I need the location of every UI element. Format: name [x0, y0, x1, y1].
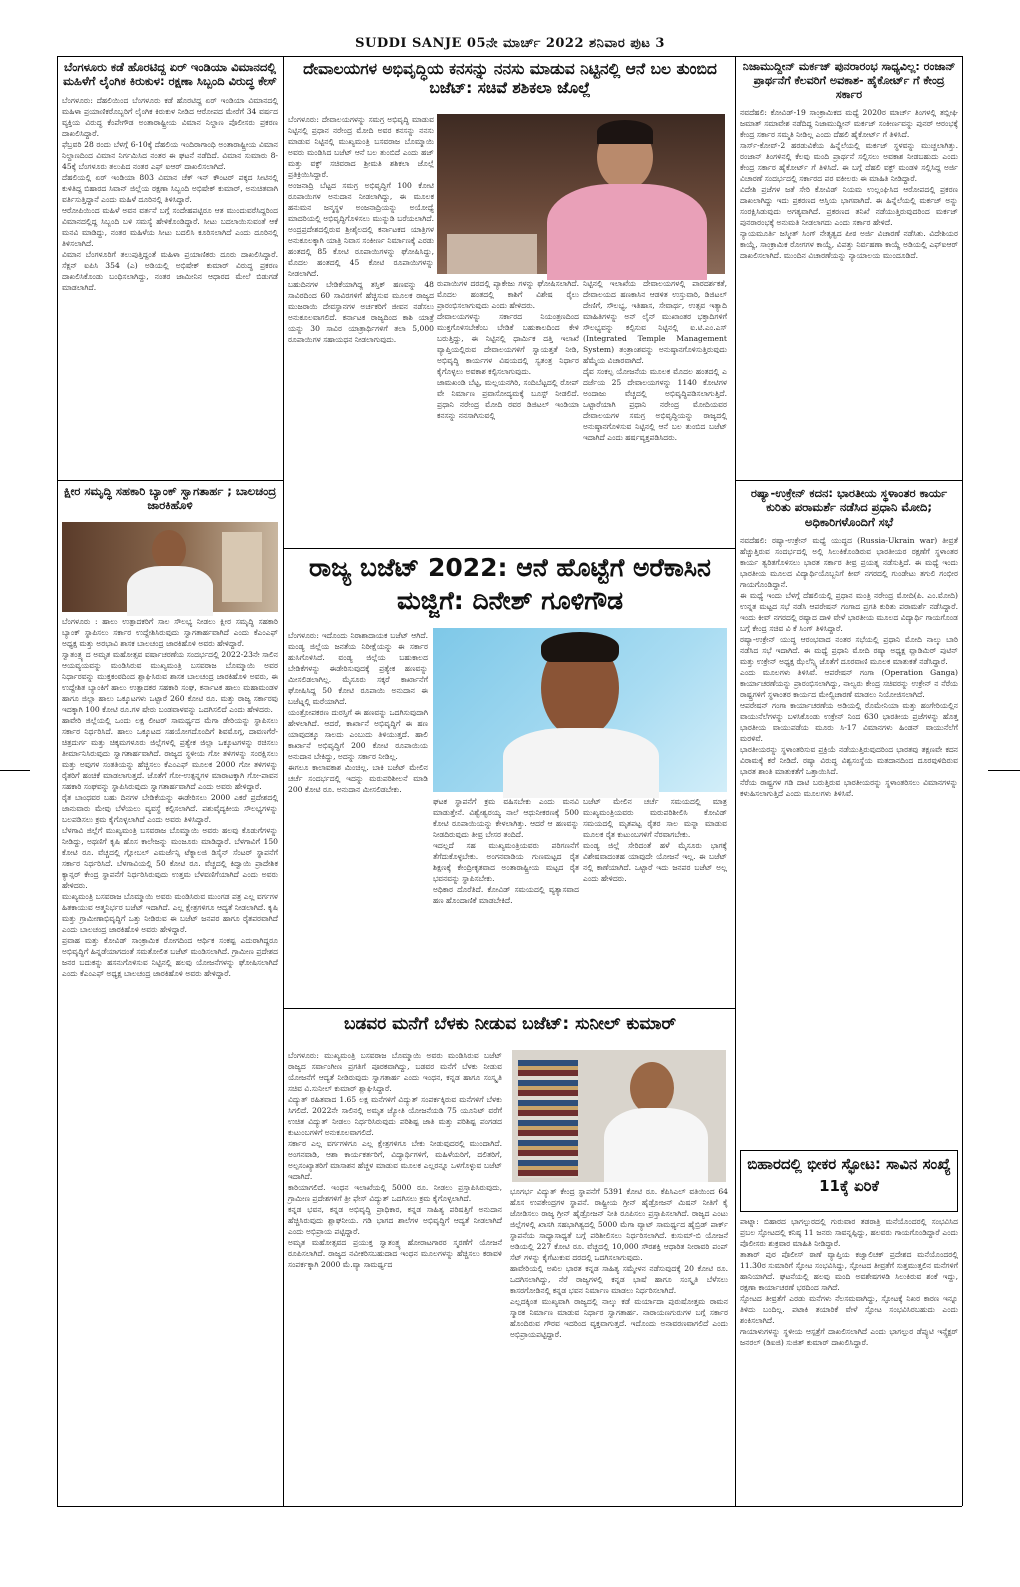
article-nizamuddin-markaz	[740, 60, 958, 480]
article-bihar-blast-body	[740, 1216, 958, 1502]
section-rule	[735, 480, 962, 481]
photo-shashikala-jolle	[437, 114, 725, 274]
headline: ಬಿಹಾರದಲ್ಲಿ ಭೀಕರ ಸ್ಫೋಟ: ಸಾವಿನ ಸಂಖ್ಯೆ 11ಕ್ಕೆ ಏರಿಕೆ	[747, 1155, 951, 1195]
article-dinesh-col-b	[433, 796, 579, 1000]
article-body: ನವದೆಹಲಿ: ರಷ್ಯಾ-ಉಕ್ರೇನ್ ಮಧ್ಯೆ ಯುದ್ಧದ (Russia-Ukrain war) ತೀವ್ರತೆ ಹೆಚ್ಚುತ್ತಿರುವ ಸಂದರ್ಭದಲ್ಲಿ ಅಲ್ಲಿ ಸಿಲುಕಿಕೊಂಡಿರುವ ಭಾರತೀಯರ ರಕ್ಷಣೆಗೆ ಸ್ಥಳಾಂತರ ಕಾರ್ಯ ತ್ವರಿತಗೊಳಿಸಲು ಭಾರತ ಸರ್ಕಾರ ತೀವ್ರ ಪ್ರಯತ್ನ ನಡೆಸುತ್ತಿದೆ. ಈ ಮಧ್ಯೆ ಇಂದು ಭಾರತೀಯ ಮೂಲದ ವಿದ್ಯಾರ್ಥಿಯೊಬ್ಬನಿಗೆ ಕೀವ್ ನಗರದಲ್ಲಿ ಗುಂಡೇಟು ತಗುಲಿ ಗಂಭೀರ ಗಾಯಗೊಂಡಿದ್ದಾನೆ. ಈ ಮಧ್ಯೆ ಇಂದು ಬೆಳಗ್ಗೆ ದೆಹಲಿಯಲ್ಲಿ ಪ್ರಧಾನ ಮಂತ್ರಿ ನರೇಂದ್ರ ಮೋದಿ(ಪಿ. ಎಂ.ಮೋದಿ) ಉನ್ನತ ಮಟ್ಟದ ಸಭೆ ನಡೆಸಿ ಆಪರೇಷನ್ ಗಂಗಾದ ಪ್ರಗತಿ ಕುರಿತು ಪರಾಮರ್ಶೆ ನಡೆಸಿದ್ದಾರೆ. ಇಂದು ಕೀವ್ ನಗರದಲ್ಲಿ ರಷ್ಯಾದ ದಾಳಿ ವೇಳೆ ಭಾರತೀಯ ಮೂಲದ ವಿದ್ಯಾರ್ಥಿ ಗಾಯಗೊಂಡ ಬಗ್ಗೆ ಕೇಂದ್ರ ಸಚಿವ ವಿ ಕೆ ಸಿಂಗ್ ತಿಳಿಸಿದ್ದಾರೆ. ರಷ್ಯಾ-ಉಕ್ರೇನ್ ಯುದ್ಧ ಆರಂಭವಾದ ನಂತರ ಸಭೆಯಲ್ಲಿ ಪ್ರಧಾನಿ ಮೋದಿ ನಾಲ್ಕು ಬಾರಿ ನಡೆಸಿದ ಸಭೆ ಇದಾಗಿದೆ. ಈ ಮಧ್ಯೆ ಪ್ರಧಾನಿ ಮೋದಿ ರಷ್ಯಾ ಅಧ್ಯಕ್ಷ ವ್ಲಾಡಿಮಿರ್ ಪುಟಿನ್ ಮತ್ತು ಉಕ್ರೇನ್ ಅಧ್ಯಕ್ಷ ಝೆಲೆನ್ಸ್ಕಿ ಜೊತೆಗೆ ದೂರವಾಣಿ ಮೂಲಕ ಮಾತುಕತೆ ನಡೆಸಿದ್ದಾರೆ. ಎಂದು ಮೂಲಗಳು ತಿಳಿಸಿವೆ. ಆಪರೇಷನ್ ಗಂಗಾ (Operation Ganga) ಕಾರ್ಯಾಚರಣೆಯನ್ನು ಪ್ರಾರಂಭಿಸಲಾಗಿದ್ದು, ನಾಲ್ವರು ಕೇಂದ್ರ ಸಚಿವರನ್ನು ಉಕ್ರೇನ್ ನ ನೆರೆಯ ರಾಷ್ಟ್ರಗಳಿಗೆ ಸ್ಥಳಾಂತರ ಕಾರ್ಯದ ಮೇಲ್ವಿಚಾರಣೆ ಮಾಡಲು ನಿಯೋಜಿಸಲಾಗಿದೆ. ಆಪರೇಷನ್ ಗಂಗಾ ಕಾರ್ಯಾಚರಣೆಯ ಅಡಿಯಲ್ಲಿ ರೊಮೇನಿಯಾ ಮತ್ತು ಹಂಗೇರಿಯಲ್ಲಿನ ವಾಯುನೆಲೆಗಳನ್ನು ಬಳಸಿಕೊಂಡು ಉಕ್ರೇನ್ ನಿಂದ 630 ಭಾರತೀಯ ಪ್ರಜೆಗಳನ್ನು ಹೊತ್ತ ಭಾರತೀಯ ವಾಯುಪಡೆಯ ಮೂರು ಸಿ-17 ವಿಮಾನಗಳು ಹಿಂಡನ್ ವಾಯುನೆಲೆಗೆ ಮರಳಿವೆ. ಭಾರತೀಯರನ್ನು ಸ್ಥಳಾಂತರಿಸುವ ಪ್ರಕ್ರಿಯೆ ನಡೆಯುತ್ತಿರುವುದರಿಂದ ಭಾರತವು ತಕ್ಷಣವೇ ಕದನ ವಿರಾಮಕ್ಕೆ ಕರೆ ನೀಡಿದೆ. ರಷ್ಯಾ ವಿರುದ್ಧ ವಿಶ್ವಸಂಸ್ಥೆಯ ಮತದಾನದಿಂದ ದೂರವುಳಿದಿರುವ ಭಾರತ ಶಾಂತಿ ಮಾತುಕತೆಗೆ ಒತ್ತಾಯಿಸಿದೆ. ನೆರೆಯ ರಾಷ್ಟ್ರಗಳ ಗಡಿ ದಾಟಿ ಬರುತ್ತಿರುವ ಭಾರತೀಯರನ್ನು ಸ್ಥಳಾಂತರಿಸಲು ವಿಮಾನಗಳನ್ನು ಕಳುಹಿಸಲಾಗುತ್ತಿದೆ ಎಂದು ಮೂಲಗಳು ತಿಳಿಸಿವೆ.	[740, 536, 958, 799]
article-sunil-kumar	[288, 1014, 732, 1048]
article-temples-col-b	[437, 278, 579, 544]
article-kshira-bank-body	[62, 616, 278, 1504]
headline: ದೇವಾಲಯಗಳ ಅಭಿವೃದ್ಧಿಯ ಕನಸನ್ನು ನನಸು ಮಾಡುವ ನಿಟ್ಟಿನಲ್ಲಿ ಆನೆ ಬಲ ತುಂಬಿದ ಬಜೆಟ್: ಸಚಿವೆ ಶಶಿಕಲಾ ಜೊಲ್ಲೆ	[303, 60, 717, 98]
headline: ರಾಜ್ಯ ಬಜೆಟ್ 2022: ಆನೆ ಹೊಟ್ಟೆಗೆ ಅರೆಕಾಸಿನ ಮಜ್ಜಿಗೆ: ದಿನೇಶ್ ಗೂಳಿಗೌಡ	[309, 553, 711, 615]
photo-sunil-kumar	[512, 1050, 726, 1182]
masthead: SUDDI SANJE 05ನೇ ಮಾರ್ಚ್ 2022 ಶನಿವಾರ ಪುಟ 3	[355, 36, 665, 51]
article-body: ಬೆಂಗಳೂರು: ಇದೊಂದು ನಿರಾಶಾದಾಯಕ ಬಜೆಟ್ ಆಗಿದೆ. ಮಂಡ್ಯ ಜಿಲ್ಲೆಯ ಜನತೆಯ ನಿರೀಕ್ಷೆಯನ್ನು ಈ ಸರ್ಕಾರ ಹುಸಿಗೊಳಿಸಿದೆ. ವಂಡ್ಯ ಜಿಲ್ಲೆಯ ಬಹುಕಾಲದ ಬೇಡಿಕೆಗಳನ್ನು ಈಡೇರಿಸುವುದಕ್ಕೆ ಪ್ರತ್ಯೇಕ ಹಣವನ್ನು ಮೀಸಲಿಡಲಾಗಿಲ್ಲ. ಮೈಸೂರು ಸಕ್ಕರೆ ಕಾರ್ಖಾನೆಗೆ ಘೋಷಿಸಿದ್ದ 50 ಕೋಟಿ ರೂಪಾಯಿ ಅನುದಾನ ಈ ಬಜೆಟ್ನಲ್ಲಿ ಮರೆಯಾಗಿದೆ. ಯಂತ್ರೋಪಕರಣ ದುರಸ್ತಿಗೆ ಈ ಹಣವನ್ನು ಒದಗಿಸುವುದಾಗಿ ಹೇಳಲಾಗಿದೆ. ಆದರೆ, ಕಾರ್ಖಾನೆ ಅಭಿವೃದ್ಧಿಗೆ ಈ ಹಣ ಯಾವುದಕ್ಕೂ ಸಾಲದು ಎಂಬುದು ತಿಳಿಯುತ್ತದೆ. ಹಾಲಿ ಕಾರ್ಖಾನೆ ಅಭಿವೃದ್ಧಿಗೆ 200 ಕೋಟಿ ರೂಪಾಯಿಯ ಅನುದಾನ ಬೇಕಿದ್ದು, ಅದನ್ನು ಸರ್ಕಾರ ನೀಡಿಲ್ಲ. ಈಗಲೂ ಕಾಲಾವಕಾಶ ಮಿಂಚಿಲ್ಲ. ಬಾಕಿ ಬಜೆಟ್ ಮೇಲಿನ ಚರ್ಚೆ ಸಂದರ್ಭದಲ್ಲಿ ಇದನ್ನು ಮರುಪರಿಶೀಲನೆ ಮಾಡಿ 200 ಕೋಟಿ ರೂ. ಅನುದಾನ ಮೀಸಲಿಡಬೇಕು.	[288, 631, 428, 794]
article-temples-col-a	[288, 114, 434, 544]
article-dinesh-col-c	[583, 796, 727, 1000]
page-edge-mark	[0, 770, 30, 771]
article-kshira-bank	[62, 484, 278, 520]
article-body: ನವದೆಹಲಿ: ಕೋವಿಡ್-19 ಸಾಂಕ್ರಾಮಿಕದ ಮಧ್ಯೆ 2020ರ ಮಾರ್ಚ್ ತಿಂಗಳಲ್ಲಿ ತಬ್ಲೀಘಿ ಜಮಾತ್ ಸಮಾವೇಶ ನಡೆದಿದ್ದ ನಿಜಾಮುದ್ದೀನ್ ಮರ್ಕಜ್ ಸಂಕೀರ್ಣವನ್ನು ಪುನರ್ ಆರಂಭಕ್ಕೆ ಕೇಂದ್ರ ಸರ್ಕಾರ ಸಮ್ಮತಿ ನೀಡಿಲ್ಲ ಎಂದು ದೆಹಲಿ ಹೈಕೋರ್ಟ್ ಗೆ ತಿಳಿಸಿದೆ. ಸಾರ್ಸ್-ಕೋವ್-2 ಹರಡುವಿಕೆಯ ಹಿನ್ನೆಲೆಯಲ್ಲಿ ಮರ್ಕಜ್ ಸ್ಥಳವನ್ನು ಮುಚ್ಚಲಾಗಿತ್ತು. ರಂಜಾನ್ ತಿಂಗಳಿನಲ್ಲಿ ಕೆಲವು ಮಂದಿ ಪ್ರಾರ್ಥನೆ ಸಲ್ಲಿಸಲು ಅವಕಾಶ ನೀಡಬಹುದು ಎಂದು ಕೇಂದ್ರ ಸರ್ಕಾರ ಹೈಕೋರ್ಟ್ ಗೆ ತಿಳಿಸಿದೆ. ಈ ಬಗ್ಗೆ ದೆಹಲಿ ವಕ್ಫ್ ಮಂಡಳಿ ಸಲ್ಲಿಸಿದ್ದ ಅರ್ಜಿ ವಿಚಾರಣೆ ಸಂದರ್ಭದಲ್ಲಿ ಸರ್ಕಾರದ ಪರ ವಕೀಲರು ಈ ಮಾಹಿತಿ ನೀಡಿದ್ದಾರೆ. ವಿದೇಶಿ ಪ್ರಜೆಗಳ ಜತೆ ಸೇರಿ ಕೋವಿಡ್ ನಿಯಮ ಉಲ್ಲಂಘಿಸಿದ ಆರೋಪದಲ್ಲಿ ಪ್ರಕರಣ ದಾಖಲಾಗಿದ್ದು ಇದು ಪ್ರಕರಣದ ಆಸ್ತಿಯ ಭಾಗವಾಗಿದೆ. ಈ ಹಿನ್ನೆಲೆಯಲ್ಲಿ ಮರ್ಕಜ್ ಅನ್ನು ಸಂರಕ್ಷಿಸಿಡುವುದು ಅಗತ್ಯವಾಗಿದೆ. ಪ್ರಕರಣದ ತನಿಖೆ ನಡೆಯುತ್ತಿರುವುದರಿಂದ ಮರ್ಕಜ್ ಪುನರಾರಂಭಕ್ಕೆ ಅನುಮತಿ ನೀಡಲಾಗದು ಎಂದು ಸರ್ಕಾರ ಹೇಳಿದೆ. ನ್ಯಾಯಮೂರ್ತಿ ಜಸ್ಮೀತ್ ಸಿಂಗ್ ನೇತೃತ್ವದ ಪೀಠ ಅರ್ಜಿ ವಿಚಾರಣೆ ನಡೆಸಿತು. ವಿದೇಶಿಯರ ಕಾಯ್ದೆ, ಸಾಂಕ್ರಾಮಿಕ ರೋಗಗಳ ಕಾಯ್ದೆ, ವಿಪತ್ತು ನಿರ್ವಹಣಾ ಕಾಯ್ದೆ ಅಡಿಯಲ್ಲಿ ಎಫ್ಐಆರ್ ದಾಖಲಿಸಲಾಗಿದೆ. ಮುಂದಿನ ವಿಚಾರಣೆಯನ್ನು ನ್ಯಾಯಾಲಯ ಮುಂದೂಡಿದೆ.	[740, 108, 958, 261]
headline: ಕ್ಷೀರ ಸಮೃದ್ಧಿ ಸಹಕಾರಿ ಬ್ಯಾಂಕ್ ಸ್ವಾಗತಾರ್ಹ ; ಬಾಲಚಂದ್ರ ಜಾರಕಿಹೊಳಿ	[63, 484, 277, 513]
column-rule	[735, 56, 736, 1506]
column-rule	[283, 56, 284, 1506]
section-rule	[283, 1008, 735, 1009]
article-bihar-blast	[744, 1154, 954, 1210]
page-edge-mark	[988, 770, 1020, 771]
article-body: ಪಾಟ್ನಾ: ಬಿಹಾರದ ಭಾಗಲ್ಪುರದಲ್ಲಿ ಗುರುವಾರ ತಡರಾತ್ರಿ ಮನೆಯೊಂದರಲ್ಲಿ ಸಂಭವಿಸಿದ ಪ್ರಬಲ ಸ್ಫೋಟದಲ್ಲಿ ಕನಿಷ್ಠ 11 ಜನರು ಸಾವನ್ನಪ್ಪಿದ್ದು, ಹಲವರು ಗಾಯಗೊಂಡಿದ್ದಾರೆ ಎಂದು ಪೊಲೀಸರು ಶುಕ್ರವಾರ ಮಾಹಿತಿ ನೀಡಿದ್ದಾರೆ. ತಾತಾರ್ ಪುರ ಪೊಲೀಸ್ ಠಾಣೆ ವ್ಯಾಪ್ತಿಯ ಕಜ್ವಾಲಿಚಕ್ ಪ್ರದೇಶದ ಮನೆಯೊಂದರಲ್ಲಿ 11.30ರ ಸುಮಾರಿಗೆ ಸ್ಫೋಟ ಸಂಭವಿಸಿದ್ದು, ಸ್ಫೋಟದ ತೀವ್ರತೆಗೆ ಸುತ್ತಮುತ್ತಲಿನ ಮನೆಗಳಿಗೆ ಹಾನಿಯಾಗಿದೆ. ಘಟನೆಯಲ್ಲಿ ಹಲವು ಮಂದಿ ಅವಶೇಷಗಳಡಿ ಸಿಲುಕಿರುವ ಶಂಕೆ ಇದ್ದು, ರಕ್ಷಣಾ ಕಾರ್ಯಾಚರಣೆ ಭರದಿಂದ ಸಾಗಿದೆ. ಸ್ಫೋಟದ ತೀವ್ರತೆಗೆ ಎರಡು ಮನೆಗಳು ನೆಲಸಮವಾಗಿದ್ದು, ಸ್ಫೋಟಕ್ಕೆ ನಿಖರ ಕಾರಣ ಇನ್ನೂ ತಿಳಿದು ಬಂದಿಲ್ಲ. ಪಟಾಕಿ ತಯಾರಿಕೆ ವೇಳೆ ಸ್ಫೋಟ ಸಂಭವಿಸಿರಬಹುದು ಎಂದು ಶಂಕಿಸಲಾಗಿದೆ. ಗಾಯಾಳುಗಳನ್ನು ಸ್ಥಳೀಯ ಆಸ್ಪತ್ರೆಗೆ ದಾಖಲಿಸಲಾಗಿದೆ ಎಂದು ಭಾಗಲ್ಪುರ ಡೆಪ್ಯುಟಿ ಇನ್ಸ್ಪೆಕ್ಟರ್ ಜನರಲ್ (ಡಿಐಜಿ) ಸುಜಿತ್ ಕುಮಾರ್ ದಾಖಲಿಸಿದ್ದಾರೆ.	[740, 1217, 958, 1347]
section-rule	[57, 480, 283, 481]
article-body: ಘಟಕ ಸ್ಥಾಪನೆಗೆ ಕ್ರಮ ವಹಿಸಬೇಕು ಎಂದು ಮನವಿ ಮಾಡುತ್ತೇನೆ. ವಿಶ್ವೇಶ್ವರಯ್ಯ ನಾಲೆ ಆಧುನೀಕರಣಕ್ಕೆ 500 ಕೋಟಿ ರೂಪಾಯಿಯನ್ನು ಕೇಳಲಾಗಿತ್ತು. ಆದರೆ ಆ ಹಣವನ್ನು ನೀಡದಿರುವುದು ತೀವ್ರ ಬೇಸರ ತಂದಿದೆ. ಇದಲ್ಲದೆ ಸಹ ಮುಖ್ಯಮಂತ್ರಿಯವರು ಪರಿಗಣನೆಗೆ ತೆಗೆದುಕೊಳ್ಳಬೇಕು. ಅಂಗನವಾಡಿಯ ಗುಣಮಟ್ಟದ ರೈತ ಶಿಕ್ಷಣಕ್ಕೆ ಕೇಂದ್ರೀಕೃತವಾದ ಅಂತಾರಾಷ್ಟ್ರೀಯ ಮಟ್ಟದ ರೈತ ಭವನವನ್ನು ಸ್ಥಾಪಿಸಬೇಕು. ಅಧಿಕಾರ ದೊರೆತಿದೆ. ಕೋವಿಡ್ ಸಮಯದಲ್ಲಿ ವ್ಯತ್ಯಾಸವಾದ ಹಣ ಹೊಂದಾಣಿಕೆ ಮಾಡಬೇಕಿದೆ.	[433, 797, 579, 905]
headline: ಬಡವರ ಮನೆಗೆ ಬೆಳಕು ನೀಡುವ ಬಜೆಟ್: ಸುನೀಲ್ ಕುಮಾರ್	[343, 1014, 677, 1034]
article-temples	[288, 60, 732, 112]
article-body: ಬೆಂಗಳೂರು : ಹಾಲು ಉತ್ಪಾದಕರಿಗೆ ಸಾಲ ಸೌಲಭ್ಯ ನೀಡಲು ಕ್ಷೀರ ಸಮೃದ್ಧಿ ಸಹಕಾರಿ ಬ್ಯಾಂಕ್ ಸ್ಥಾಪಿಸಲು ಸರ್ಕಾರ ಉದ್ದೇಶಿಸಿರುವುದು ಸ್ವಾಗತಾರ್ಹವಾಗಿದೆ ಎಂದು ಕೆಎಂಎಫ್ ಅಧ್ಯಕ್ಷ ಮತ್ತು ಅರಭಾವಿ ಶಾಸಕ ಬಾಲಚಂದ್ರ ಜಾರಕಿಹೊಳಿ ಅವರು ಹೇಳಿದ್ದಾರೆ. ಸ್ವಾತಂತ್ರ್ಯ ದ ಅಮೃತ ಮಹೋತ್ಸವ ವರ್ಷಾಚರಣೆಯ ಸಂದರ್ಭದಲ್ಲಿ 2022-23ನೇ ಸಾಲಿನ ಆಯವ್ಯಯವನ್ನು ಮಂಡಿಸಿರುವ ಮುಖ್ಯಮಂತ್ರಿ ಬಸವರಾಜ ಬೊಮ್ಮಾಯಿ ಅವರ ನಿರ್ಧಾರವನ್ನು ಮುಕ್ತಕಂಠದಿಂದ ಶ್ಲಾಘಿಸಿರುವ ಶಾಸಕ ಬಾಲಚಂದ್ರ ಜಾರಕಿಹೊಳಿ ಅವರು, ಈ ಉದ್ದೇಶಿತ ಬ್ಯಾಂಕಿಗೆ ಹಾಲು ಉತ್ಪಾದಕರ ಸಹಕಾರಿ ಸಂಘ, ಕರ್ನಾಟಕ ಹಾಲು ಮಹಾಮಂಡಳ ಹಾಗೂ ಜಿಲ್ಲಾ ಹಾಲು ಒಕ್ಕೂಟಗಳು ಒಟ್ಟಾರೆ 260 ಕೋಟಿ ರೂ. ಮತ್ತು ರಾಜ್ಯ ಸರ್ಕಾರವು ಇದಕ್ಕಾಗಿ 100 ಕೋಟಿ ರೂ.ಗಳ ಷೇರು ಬಂಡವಾಳವನ್ನು ಒದಗಿಸಲಿದೆ ಎಂದು ಹೇಳಿದರು. ಹಾವೇರಿ ಜಿಲ್ಲೆಯಲ್ಲಿ ಒಂದು ಲಕ್ಷ ಲೀಟರ್ ಸಾಮರ್ಥ್ಯದ ಮೆಗಾ ಡೇರಿಯನ್ನು ಸ್ಥಾಪಿಸಲು ಸರ್ಕಾರ ನಿರ್ಧರಿಸಿದೆ. ಹಾಲು ಒಕ್ಕೂಟದ ಸಹಯೋಗದೊಂದಿಗೆ ಶಿವಮೊಗ್ಗ, ದಾವಣಗೆರೆ-ಚಿತ್ರದುರ್ಗ ಮತ್ತು ಚಿಕ್ಕಮಗಳೂರು ಜಿಲ್ಲೆಗಳಲ್ಲಿ ಪ್ರತ್ಯೇಕ ಜಿಲ್ಲಾ ಒಕ್ಕೂಟಗಳನ್ನು ರಚಿಸಲು ತೀರ್ಮಾನಿಸಿರುವುದು ಸ್ವಾಗತಾರ್ಹವಾಗಿದೆ. ರಾಜ್ಯದ ಸ್ಥಳೀಯ ಗೋ ತಳಿಗಳನ್ನು ಸಂರಕ್ಷಿಸಲು ಮತ್ತು ಅವುಗಳ ಸಂತತಿಯನ್ನು ಹೆಚ್ಚಿಸಲು ಕೆಎಂಎಫ್ ಮೂಲಕ 2000 ಗೋ ತಳಿಗಳನ್ನು ರೈತರಿಗೆ ಹಂಚಿಕೆ ಮಾಡಲಾಗುತ್ತದೆ. ಜೊತೆಗೆ ಗೋ-ಉತ್ಪನ್ನಗಳ ಮಾರಾಟಕ್ಕಾಗಿ ಗೋ-ಪಾವನ ಸಹಕಾರಿ ಸಂಘವನ್ನು ಸ್ಥಾಪಿಸಿರುವುದು ಸ್ವಾಗತಾರ್ಹವಾಗಿದೆ ಎಂದು ಅವರು ಹೇಳಿದ್ದಾರೆ. ರೈತ ಬಾಂಧವರ ಬಹು ದಿನಗಳ ಬೇಡಿಕೆಯನ್ನು ಈಡೇರಿಸಲು 2000 ಎಕರೆ ಪ್ರದೇಶದಲ್ಲಿ ಜಾನುವಾರು ಮೇವು ಬೆಳೆಯಲು ವ್ಯವಸ್ಥೆ ಕಲ್ಪಿಸಲಾಗಿದೆ. ಪಶುವೈದ್ಯಕೀಯ ಸೌಲಭ್ಯಗಳನ್ನು ಬಲಪಡಿಸಲು ಕ್ರಮ ಕೈಗೊಳ್ಳಲಾಗಿದೆ ಎಂದು ಅವರು ತಿಳಿಸಿದ್ದಾರೆ. ಬೆಳಗಾವಿ ಜಿಲ್ಲೆಗೆ ಮುಖ್ಯಮಂತ್ರಿ ಬಸವರಾಜ ಬೊಮ್ಮಾಯಿ ಅವರು ಹಲವು ಕೊಡುಗೆಗಳನ್ನು ನೀಡಿದ್ದು, ಅಥಣಿಗೆ ಕೃಷಿ ಹೊಸ ಕಾಲೇಜನ್ನು ಮಂಜೂರು ಮಾಡಿದ್ದಾರೆ. ಬೆಳಗಾವಿಗೆ 150 ಕೋಟಿ ರೂ. ವೆಚ್ಚದಲ್ಲಿ ಗ್ಲೋಬಲ್ ಎಮರ್ಜೆನ್ಸಿ ಟೆಕ್ನಾಲಜಿ ಡಿಸೈನ್ ಸೆಂಟರ್ ಸ್ಥಾಪನೆಗೆ ಸರ್ಕಾರ ನಿರ್ಧರಿಸಿದೆ. ಬೆಳಗಾವಿಯಲ್ಲಿ 50 ಕೋಟಿ ರೂ. ವೆಚ್ಚದಲ್ಲಿ ಕಿದ್ವಾಯಿ ಪ್ರಾದೇಶಿಕ ಕ್ಯಾನ್ಸರ್ ಕೇಂದ್ರ ಸ್ಥಾಪನೆಗೆ ನಿರ್ಧರಿಸಿರುವುದು ಉತ್ತಮ ಬೆಳವಣಿಗೆಯಾಗಿದೆ ಎಂದು ಅವರು ಹೇಳಿದರು. ಮುಖ್ಯಮಂತ್ರಿ ಬಸವರಾಜ ಬೊಮ್ಮಾಯಿ ಅವರು ಮಂಡಿಸಿರುವ ಮುಂಗಡ ಪತ್ರ ಎಲ್ಲ ವರ್ಗಗಳ ಹಿತಕಾಯುವ ಆತ್ಮನಿರ್ಭರ ಬಜೆಟ್ ಇದಾಗಿದೆ. ಎಲ್ಲ ಕ್ಷೇತ್ರಗಳಿಗೂ ಆದ್ಯತೆ ನೀಡಲಾಗಿದೆ. ಕೃಷಿ ಮತ್ತು ಗ್ರಾಮೀಣಾಭಿವೃದ್ಧಿಗೆ ಒತ್ತು ನೀಡಿರುವ ಈ ಬಜೆಟ್ ಜನಪರ ಹಾಗೂ ರೈತಪರವಾಗಿದೆ ಎಂದು ಬಾಲಚಂದ್ರ ಜಾರಕಿಹೊಳಿ ಅವರು ಹೇಳಿದ್ದಾರೆ. ಪ್ರವಾಹ ಮತ್ತು ಕೋವಿಡ್ ಸಾಂಕ್ರಾಮಿಕ ರೋಗದಿಂದ ಆರ್ಥಿಕ ಸಂಕಷ್ಟ ಎದುರಾಗಿದ್ದರೂ ಅಭಿವೃದ್ಧಿಗೆ ಹಿನ್ನಡೆಯಾಗದಂತೆ ಸಮತೋಲಿತ ಬಜೆಟ್ ಮಂಡಿಸಲಾಗಿದೆ. ಗ್ರಾಮೀಣ ಪ್ರದೇಶದ ಜನರ ಬದುಕನ್ನು ಹಸನುಗೊಳಿಸುವ ನಿಟ್ಟಿನಲ್ಲಿ ಹಲವು ಯೋಜನೆಗಳನ್ನು ಘೋಷಿಸಲಾಗಿದೆ ಎಂದು ಕೆಎಂಎಫ್ ಅಧ್ಯಕ್ಷ ಬಾಲಚಂದ್ರ ಜಾರಕಿಹೊಳಿ ಅವರು ಹೇಳಿದ್ದಾರೆ.	[62, 617, 278, 978]
top-rule	[57, 56, 962, 57]
article-dinesh-gooligowda	[288, 552, 732, 624]
article-body: ಬಜೆಟ್ ಮೇಲಿನ ಚರ್ಚೆ ಸಮಯದಲ್ಲಿ ಮಾತ್ರ ಮುಖ್ಯಮಂತ್ರಿಯವರು ಮರುಪರಿಶೀಲಿಸಿ ಕೋವಿಡ್ ಸಮಯದಲ್ಲಿ ಮೃತಪಟ್ಟ ರೈತರ ಸಾಲ ಮನ್ನಾ ಮಾಡುವ ಮೂಲಕ ರೈತ ಕುಟುಂಬಗಳಿಗೆ ನೆರವಾಗಬೇಕು. ಮಂಡ್ಯ ಜಿಲ್ಲೆ ಸೇರಿದಂತೆ ಹಳೆ ಮೈಸೂರು ಭಾಗಕ್ಕೆ ವಿಶೇಷವಾದಂತಹ ಯಾವುದೇ ಯೋಜನೆ ಇಲ್ಲ. ಈ ಬಜೆಟ್ ನಲ್ಲಿ ಕಾಣೆಯಾಗಿದೆ. ಒಟ್ಟಾರೆ ಇದು ಜನಪರ ಬಜೆಟ್ ಅಲ್ಲ ಎಂದು ಹೇಳಿದರು.	[583, 797, 727, 883]
article-air-india	[62, 60, 278, 478]
photo-balachandra-jarkiholi	[62, 522, 278, 612]
article-russia-ukraine	[740, 486, 958, 1146]
headline: ರಷ್ಯಾ-ಉಕ್ರೇನ್ ಕದನ: ಭಾರತೀಯ ಸ್ಥಳಾಂತರ ಕಾರ್ಯ ಕುರಿತು ಪರಾಮರ್ಶೆ ನಡೆಸಿದ ಪ್ರಧಾನಿ ಮೋದಿ; ಅಧಿಕಾರಿಗಳೊಂದಿಗೆ ಸಭೆ	[750, 486, 948, 529]
column-rule	[962, 56, 963, 1506]
column-rule	[57, 56, 58, 1506]
article-body: ರುಪಾಯಿಗಳ ದರದಲ್ಲಿ ಪ್ಯಾಕೇಜು ಗಳನ್ನು ಘೋಷಿಸಲಾಗಿದೆ. ಮೊದಲ ಹಂತದಲ್ಲಿ ಕಾಶಿಗೆ ವಿಶೇಷ ರೈಲು ಪ್ರಾರಂಭಿಸಲಾಗುವುದು ಎಂದು ಹೇಳಿದರು. ದೇವಾಲಯಗಳನ್ನು ಸರ್ಕಾರದ ನಿಯಂತ್ರಣದಿಂದ ಮುಕ್ತಗೊಳಿಸಬೇಕೆಂಬ ಬೇಡಿಕೆ ಬಹುಕಾಲದಿಂದ ಕೇಳಿ ಬರುತ್ತಿದ್ದು, ಈ ನಿಟ್ಟಿನಲ್ಲಿ ಧಾರ್ಮಿಕ ದತ್ತಿ ಇಲಾಖೆ ವ್ಯಾಪ್ತಿಯಲ್ಲಿರುವ ದೇವಾಲಯಗಳಿಗೆ ಸ್ವಾಯತ್ತತೆ ನೀಡಿ, ಅಭಿವೃದ್ಧಿ ಕಾರ್ಯಗಳ ವಿಷಯದಲ್ಲಿ ಸ್ವತಂತ್ರ ನಿರ್ಧಾರ ಕೈಗೊಳ್ಳಲು ಅವಕಾಶ ಕಲ್ಪಿಸಲಾಗುವುದು. ಜಾಮಖಂಡಿ ಬೆಟ್ಟ, ಮಲ್ಲಯನಗಿರಿ, ಸಂದಿಬೆಟ್ಟದಲ್ಲಿ ರೋಪ್ ವೇ ನಿರ್ಮಾಣ ಪ್ರವಾಸೋದ್ಯಮಕ್ಕೆ ಬೂಸ್ಟ್ ನೀಡಲಿದೆ. ಪ್ರಧಾನಿ ನರೇಂದ್ರ ಮೋದಿ ರವರ ಡಿಜಿಟಲ್ ಇಂಡಿಯಾ ಕನಸನ್ನು ನನಸಾಗಿಸುವಲ್ಲಿ	[437, 279, 579, 420]
article-sunil-col-a	[288, 1050, 502, 1502]
article-body: ನಿಟ್ಟಿನಲ್ಲಿ ಇಲಾಖೆಯ ದೇವಾಲಯಗಳಲ್ಲಿ ಪಾರದರ್ಶಕತೆ, ದೇವಾಲಯದ ಹಣಕಾಸಿನ ಆಡಳಿತ ಉಸ್ತುವಾರಿ, ಡಿಜಿಟಲ್ ದೇಣಿಗೆ, ಸೌಲಭ್ಯ, ಇತಿಹಾಸ, ಸೇವಾರ್ಥ, ಉತ್ಸವ ಇತ್ಯಾದಿ ಮಾಹಿತಿಗಳನ್ನು ಅನ್ ಲೈನ್ ಮುಖಾಂತರ ಭಕ್ತಾದಿಗಳಿಗೆ ಸೌಲಭ್ಯವನ್ನು ಕಲ್ಪಿಸುವ ನಿಟ್ಟಿನಲ್ಲಿ ಐ.ಟಿ.ಎಂ.ಎಸ್ (Integrated Temple Management System) ತಂತ್ರಾಂಶವನ್ನು ಅನುಷ್ಠಾನಗೊಳಿಸುತ್ತಿರುವುದು ಹೆಮ್ಮೆಯ ವಿಚಾರವಾಗಿದೆ. ದೈವ ಸಂಕಲ್ಪ ಯೋಜನೆಯ ಮೂಲಕ ಮೊದಲ ಹಂತದಲ್ಲಿ ಎ ದರ್ಜೆಯ 25 ದೇವಾಲಯಗಳನ್ನು 1140 ಕೋಟಿಗಳ ಅಂದಾಜು ವೆಚ್ಚದಲ್ಲಿ ಅಭಿವೃದ್ಧಿಪಡಿಸಲಾಗುತ್ತಿದೆ. ಒಟ್ಟಾರೆಯಾಗಿ ಪ್ರಧಾನಿ ನರೇಂದ್ರ ಮೋದಿಯವರ ದೇವಾಲಯಗಳ ಸಮಗ್ರ ಅಭಿವೃದ್ಧಿಯನ್ನು ರಾಜ್ಯದಲ್ಲಿ ಅನುಷ್ಠಾನಗೊಳಿಸುವ ನಿಟ್ಟಿನಲ್ಲಿ ಆನೆ ಬಲ ತುಂಬಿದ ಬಜೆಟ್ ಇದಾಗಿದೆ ಎಂದು ಹರ್ಷವ್ಯಕ್ತಪಡಿಸಿದರು.	[583, 279, 727, 442]
article-dinesh-col-a	[288, 630, 428, 1000]
photo-dinesh-gooligowda	[433, 628, 727, 792]
bottom-rule	[57, 1506, 962, 1507]
article-body: ಬೆಂಗಳೂರು: ದೇವಾಲಯಗಳನ್ನು ಸಮಗ್ರ ಅಭಿವೃದ್ಧಿ ಮಾಡುವ ನಿಟ್ಟಿನಲ್ಲಿ ಪ್ರಧಾನ ನರೇಂದ್ರ ಮೋದಿ ಅವರ ಕನಸನ್ನು ನನಸು ಮಾಡುವ ನಿಟ್ಟಿನಲ್ಲಿ ಮುಖ್ಯಮಂತ್ರಿ ಬಸವರಾಜ ಬೊಮ್ಮಾಯಿ ಅವರು ಮಂಡಿಸಿದ ಬಜೆಟ್ ಆನೆ ಬಲ ತುಂಬಿದೆ ಎಂದು ಹಜ್ ಮತ್ತು ವಕ್ಫ್ ಸಚಿವರಾದ ಶ್ರೀಮತಿ ಶಶಿಕಲಾ ಜೊಲ್ಲೆ ಪ್ರತಿಕ್ರಿಯಿಸಿದ್ದಾರೆ. ಅಂಜನಾದ್ರಿ ಬೆಟ್ಟದ ಸಮಗ್ರ ಅಭಿವೃದ್ಧಿಗೆ 100 ಕೋಟಿ ರೂಪಾಯಿಗಳ ಅನುದಾನ ನೀಡಲಾಗಿದ್ದು, ಈ ಮೂಲಕ ಹನುಮನ ಜನ್ಮಸ್ಥಳ ಅಂಜನಾದ್ರಿಯನ್ನು ಅಯೋಧ್ಯೆ ಮಾದರಿಯಲ್ಲಿ ಅಭಿವೃದ್ಧಿಗೊಳಿಸಲು ಮುನ್ನುಡಿ ಬರೆಯಲಾಗಿದೆ. ಅಂದ್ರಪ್ರದೇಶದಲ್ಲಿರುವ ಶ್ರೀಶೈಲದಲ್ಲಿ ಕರ್ನಾಟಕದ ಯಾತ್ರಿಗಳ ಅನುಕೂಲಕ್ಕಾಗಿ ಯಾತ್ರಿ ನಿವಾಸ ಸಂಕೀರ್ಣ ನಿರ್ಮಾಣಕ್ಕೆ ಎರಡು ಹಂತದಲ್ಲಿ 85 ಕೋಟಿ ರೂಪಾಯಿಗಳನ್ನು ಘೋಷಿಸಿದ್ದು, ಮೊದಲ ಹಂತದಲ್ಲಿ 45 ಕೋಟಿ ರೂಪಾಯಿಗಳನ್ನು ನೀಡಲಾಗಿದೆ. ಬಹುದಿನಗಳ ಬೇಡಿಕೆಯಾಗಿದ್ದ ತಸ್ತಿಕ್ ಹಣವನ್ನು 48 ಸಾವಿರದಿಂದ 60 ಸಾವಿರಗಳಿಗೆ ಹೆಚ್ಚಿಸುವ ಮೂಲಕ ರಾಜ್ಯದ ಮುಜರಾಯಿ ದೇವಸ್ಥಾನಗಳ ಅರ್ಚಕರಿಗೆ ಜೀವನ ನಡೆಸಲು ಅನುಕೂಲವಾಗಲಿದೆ. ಕರ್ನಾಟಕ ರಾಜ್ಯದಿಂದ ಕಾಶಿ ಯಾತ್ರೆ ಯನ್ನು 30 ಸಾವಿರ ಯಾತ್ರಾರ್ಥಿಗಳಿಗೆ ತಲಾ 5,000 ರೂಪಾಯಿಗಳ ಸಹಾಯಧನ ನೀಡಲಾಗುವುದು.	[288, 115, 434, 344]
article-temples-col-c	[583, 278, 727, 544]
article-sunil-col-b	[510, 1186, 728, 1502]
section-rule	[283, 548, 735, 549]
article-body: ಬೆಂಗಳೂರು: ದೆಹಲಿಯಿಂದ ಬೆಂಗಳೂರು ಕಡೆ ಹೊರಟಿದ್ದ ಏರ್ ಇಂಡಿಯಾ ವಿಮಾನದಲ್ಲಿ ಮಹಿಳಾ ಪ್ರಯಾಣಿಕರೊಬ್ಬರಿಗೆ ಲೈಂಗಿಕ ಕಿರುಕುಳ ನೀಡಿದ ಆರೋಪದ ಮೇರೆಗೆ 34 ವರ್ಷದ ವ್ಯಕ್ತಿಯ ವಿರುದ್ಧ ಕೆಂಪೇಗೌಡ ಅಂತಾರಾಷ್ಟ್ರೀಯ ವಿಮಾನ ನಿಲ್ದಾಣ ಪೊಲೀಸರು ಪ್ರಕರಣ ದಾಖಲಿಸಿದ್ದಾರೆ. ಫೆಬ್ರವರಿ 28 ರಂದು ಬೆಳಗ್ಗೆ 6-10ಕ್ಕೆ ದೆಹಲಿಯ ಇಂದಿರಾಗಾಂಧಿ ಅಂತಾರಾಷ್ಟ್ರೀಯ ವಿಮಾನ ನಿಲ್ದಾಣದಿಂದ ವಿಮಾನ ನಿರ್ಗಮಿಸಿದ ನಂತರ ಈ ಘಟನೆ ನಡೆದಿದೆ. ವಿಮಾನ ಸುಮಾರು 8-45ಕ್ಕೆ ಬೆಂಗಳೂರು ತಲುಪಿದ ನಂತರ ಎಫ್ ಐಆರ್ ದಾಖಲಿಸಲಾಗಿದೆ. ದೆಹಲಿಯಲ್ಲಿ ಏರ್ ಇಂಡಿಯಾ 803 ವಿಮಾನ ಚೆಕ್ ಇನ್ ಕೌಂಟರ್ ಪಕ್ಕದ ಸೀಟಿನಲ್ಲಿ ಕುಳಿತಿದ್ದ ಬಿಹಾರದ ಸಿವಾನ್ ಜಿಲ್ಲೆಯ ರಕ್ಷಣಾ ಸಿಬ್ಬಂದಿ ಅಭಿಷೇಕ್ ಕುಮಾರ್, ಅನುಚಿತವಾಗಿ ವರ್ತಿಸುತ್ತಿದ್ದಾನೆ ಎಂದು ಮಹಿಳೆ ದೂರಿನಲ್ಲಿ ತಿಳಿಸಿದ್ದಾರೆ. ಆರೋಪಿಯಿಂದ ಮಹಿಳೆ ಅವನ ವರ್ತನೆ ಬಗ್ಗೆ ಸಂದೇಹಪಟ್ಟಿರೂ ಆತ ಮುಂದುವರೆಸಿದ್ದರಿಂದ ವಿಮಾನದಲ್ಲಿದ್ದ ಸಿಬ್ಬಂದಿ ಬಳಿ ಸಮಸ್ಯೆ ಹೇಳಿಕೊಂಡಿದ್ದಾರೆ. ಸೀಟು ಬದಲಾಯಿಸುವಂತೆ ಆಕೆ ಮನವಿ ಮಾಡಿದ್ದು, ನಂತರ ಮಹಿಳೆಯ ಸೀಟು ಬದಲಿಸಿ ಕೂರಿಸಲಾಗಿದೆ ಎಂದು ದೂರಿನಲ್ಲಿ ತಿಳಿಸಲಾಗಿದೆ. ವಿಮಾನ ಬೆಂಗಳೂರಿಗೆ ತಲುಪುತ್ತಿದ್ದಂತೆ ಮಹಿಳಾ ಪ್ರಯಾಣಿಕರು ದೂರು ದಾಖಲಿಸಿದ್ದಾರೆ. ಸೆಕ್ಷನ್ ಐಪಿಸಿ 354 (ಎ) ಅಡಿಯಲ್ಲಿ ಅಭಿಷೇಕ್ ಕುಮಾರ್ ವಿರುದ್ಧ ಪ್ರಕರಣ ದಾಖಲಿಸಿಕೊಂಡು ಬಂಧಿಸಲಾಗಿದ್ದು, ನಂತರ ಜಾಮೀನಿನ ಆಧಾರದ ಮೇಲೆ ಬಿಡುಗಡೆ ಮಾಡಲಾಗಿದೆ.	[62, 95, 278, 292]
headline: ನಿಜಾಮುದ್ದೀನ್ ಮರ್ಕಜ್ ಪುನರಾರಂಭ ಸಾಧ್ಯವಿಲ್ಲ: ರಂಜಾನ್ ಪ್ರಾರ್ಥನೆಗೆ ಕೆಲವರಿಗೆ ಅವಕಾಶ- ಹೈಕೋರ್ಟ್ ಗೆ ಕೇಂದ್ರ ಸರ್ಕಾರ	[742, 60, 956, 101]
article-body: ಭೂಗರ್ಭ ವಿದ್ಯುತ್ ಕೇಂದ್ರ ಸ್ಥಾಪನೆಗೆ 5391 ಕೋಟಿ ರೂ. ಕೆಪಿಸಿಎಲ್ ವತಿಯಿಂದ 64 ಹೊಸ ಉಪಕೇಂದ್ರಗಳ ಸ್ಥಾಪನೆ. ರಾಷ್ಟ್ರೀಯ ಗ್ರೀನ್ ಹೈಡ್ರೋಜನ್ ಮಿಷನ್ ನೀತಿಗೆ ಕೈ ಜೋಡಿಸಲು ರಾಜ್ಯ ಗ್ರೀನ್ ಹೈಡ್ರೋಜನ್ ನೀತಿ ರೂಪಿಸಲು ಪ್ರಸ್ತಾಪಿಸಲಾಗಿದೆ. ರಾಜ್ಯದ ಎಂಟು ಜಿಲ್ಲೆಗಳಲ್ಲಿ ಖಾಸಗಿ ಸಹಭಾಗಿತ್ವದಲ್ಲಿ 5000 ಮೆಗಾ ವ್ಯಾಟ್ ಸಾಮರ್ಥ್ಯದ ಹೈಬ್ರಿಡ್ ಪಾರ್ಕ್ ಸ್ಥಾಪನೆಯ ಸಾಧ್ಯಾಸಾಧ್ಯತೆ ಬಗ್ಗೆ ಪರಿಶೀಲಿಸಲು ನಿರ್ಧರಿಸಲಾಗಿದೆ. ಕುಸುಮ್-ಬಿ ಯೋಜನೆ ಅಡಿಯಲ್ಲಿ 227 ಕೋಟಿ ರೂ. ವೆಚ್ಚದಲ್ಲಿ 10,000 ಸೌರಶಕ್ತಿ ಆಧಾರಿತ ನೀರಾವರಿ ಪಂಪ್ ಸೆಟ್ ಗಳನ್ನು ಕೈಗೆಟುಕುವ ದರದಲ್ಲಿ ಒದಗಿಸಲಾಗುವುದು. ಹಾವೇರಿಯಲ್ಲಿ ಅಖಿಲ ಭಾರತ ಕನ್ನಡ ಸಾಹಿತ್ಯ ಸಮ್ಮೇಳನ ನಡೆಸುವುದಕ್ಕೆ 20 ಕೋಟಿ ರೂ. ಒದಗಿಸಲಾಗಿದ್ದು, ನೆರೆ ರಾಜ್ಯಗಳಲ್ಲಿ ಕನ್ನಡ ಭಾಷೆ ಹಾಗೂ ಸಂಸ್ಕೃತಿ ಬೆಳೆಸಲು ಕಾಸರಗೋಡಿನಲ್ಲಿ ಕನ್ನಡ ಭವನ ನಿರ್ಮಾಣ ಮಾಡಲು ನಿರ್ಧರಿಸಲಾಗಿದೆ. ಎಲ್ಲದಕ್ಕಿಂತ ಮುಖ್ಯವಾಗಿ ರಾಜ್ಯದಲ್ಲಿ ನಾಲ್ಕು ಕಡೆ ಮರ್ಯಾದಾ ಪುರುಷೋತ್ತಮ ರಾಮನ ಸ್ಮಾರಕ ನಿರ್ಮಾಣ ಮಾಡುವ ನಿರ್ಧಾರ ಸ್ವಾಗತಾರ್ಹ. ನಾರಾಯಣಗುರುಗಳ ಬಗ್ಗೆ ಸರ್ಕಾರ ಹೊಂದಿರುವ ಗೌರವ ಇದರಿಂದ ವ್ಯಕ್ತವಾಗುತ್ತದೆ. ಇದೊಂದು ಅನಾವರಣವಾಗಲಿದೆ ಎಂದು ಅಭಿಪ್ರಾಯಪಟ್ಟಿದ್ದಾರೆ.	[510, 1187, 728, 1339]
article-body: ಬೆಂಗಳೂರು: ಮುಖ್ಯಮಂತ್ರಿ ಬಸವರಾಜ ಬೊಮ್ಮಾಯಿ ಅವರು ಮಂಡಿಸಿರುವ ಬಜೆಟ್ ರಾಜ್ಯದ ಸರ್ವಾಂಗೀಣ ಪ್ರಗತಿಗೆ ಪೂರಕವಾಗಿದ್ದು, ಬಡವರ ಮನೆಗೆ ಬೆಳಕು ನೀಡುವ ಯೋಜನೆಗೆ ಆದ್ಯತೆ ನೀಡಿರುವುದು ಸ್ವಾಗತಾರ್ಹ ಎಂದು ಇಂಧನ, ಕನ್ನಡ ಹಾಗೂ ಸಂಸ್ಕೃತಿ ಸಚಿವ ವಿ.ಸುನೀಲ್ ಕುಮಾರ್ ಶ್ಲಾಘಿಸಿದ್ದಾರೆ. ವಿದ್ಯುತ್ ರಹಿತವಾದ 1.65 ಲಕ್ಷ ಮನೆಗಳಿಗೆ ವಿದ್ಯುತ್ ಸಂಪರ್ಕಕ್ಕಿರುವ ಮನೆಗಳಿಗೆ ಬೆಳಕು ಸಿಗಲಿದೆ. 2022ನೇ ಸಾಲಿನಲ್ಲಿ ಅಮೃತ ಜ್ಯೋತಿ ಯೋಜನೆಯಡಿ 75 ಯೂನಿಟ್ ವರೆಗೆ ಉಚಿತ ವಿದ್ಯುತ್ ನೀಡಲು ನಿರ್ಧರಿಸಿರುವುದು ಪರಿಶಿಷ್ಟ ಜಾತಿ ಮತ್ತು ಪರಿಶಿಷ್ಟ ಪಂಗಡದ ಕುಟುಂಬಗಳಿಗೆ ಅನುಕೂಲವಾಗಲಿದೆ. ಸರ್ಕಾರ ಎಲ್ಲ ವರ್ಗಗಳಿಗೂ ಎಲ್ಲ ಕ್ಷೇತ್ರಗಳಿಗೂ ಬೇಕು ನೀಡುವುದರಲ್ಲಿ ಮುಂದಾಗಿದೆ. ಅಂಗನವಾಡಿ, ಆಶಾ ಕಾರ್ಯಕರ್ತರಿಗೆ, ವಿದ್ಯಾರ್ಥಿಗಳಿಗೆ, ಮಹಿಳೆಯರಿಗೆ, ದಲಿತರಿಗೆ, ಅಲ್ಪಸಂಖ್ಯಾತರಿಗೆ ಮಾಸಾಶನ ಹೆಚ್ಚಳ ಮಾಡುವ ಮೂಲಕ ಎಲ್ಲರನ್ನೂ ಒಳಗೊಳ್ಳುವ ಬಜೆಟ್ ಇದಾಗಿದೆ. ಕಾರಿಯಾಗಲಿದೆ. ಇಂಧನ ಇಲಾಖೆಯಲ್ಲಿ 5000 ರೂ. ನೀಡಲು ಪ್ರಸ್ತಾಪಿಸಿರುವುದು, ಗ್ರಾಮೀಣ ಪ್ರದೇಶಗಳಿಗೆ ತ್ರೀ ಫೇಸ್ ವಿದ್ಯುತ್ ಒದಗಿಸಲು ಕ್ರಮ ಕೈಗೊಳ್ಳಲಾಗಿದೆ. ಕನ್ನಡ ಭವನ, ಕನ್ನಡ ಅಭಿವೃದ್ಧಿ ಪ್ರಾಧಿಕಾರ, ಕನ್ನಡ ಸಾಹಿತ್ಯ ಪರಿಷತ್ತಿಗೆ ಅನುದಾನ ಹೆಚ್ಚಿಸಿರುವುದು ಶ್ಲಾಘನೀಯ. ಗಡಿ ಭಾಗದ ಶಾಲೆಗಳ ಅಭಿವೃದ್ಧಿಗೆ ಆದ್ಯತೆ ನೀಡಲಾಗಿದೆ ಎಂದು ಅಭಿಪ್ರಾಯ ಪಟ್ಟಿದ್ದಾರೆ. ಅಮೃತ ಮಹೋತ್ಸವದ ಪ್ರಯುಕ್ತ ಸ್ವಾತಂತ್ರ್ಯ ಹೋರಾಟಗಾರರ ಸ್ಮರಣೆಗೆ ಯೋಜನೆ ರೂಪಿಸಲಾಗಿದೆ. ರಾಜ್ಯದ ನವೀಕರಿಸಬಹುದಾದ ಇಂಧನ ಮೂಲಗಳನ್ನು ಹೆಚ್ಚಿಸಲು ಕರಾವಳಿ ಸಂಪರ್ಕಕ್ಕಾಗಿ 2000 ಮೆ.ವ್ಯಾ ಸಾಮರ್ಥ್ಯದ	[288, 1051, 502, 1269]
headline: ಬೆಂಗಳೂರು ಕಡೆ ಹೊರಟಿದ್ದ ಏರ್ ಇಂಡಿಯಾ ವಿಮಾನದಲ್ಲಿ ಮಹಿಳೆಗೆ ಲೈಂಗಿಕ ಕಿರುಕುಳ: ರಕ್ಷಣಾ ಸಿಬ್ಬಂದಿ ವಿರುದ್ಧ ಕೇಸ್	[63, 60, 277, 89]
